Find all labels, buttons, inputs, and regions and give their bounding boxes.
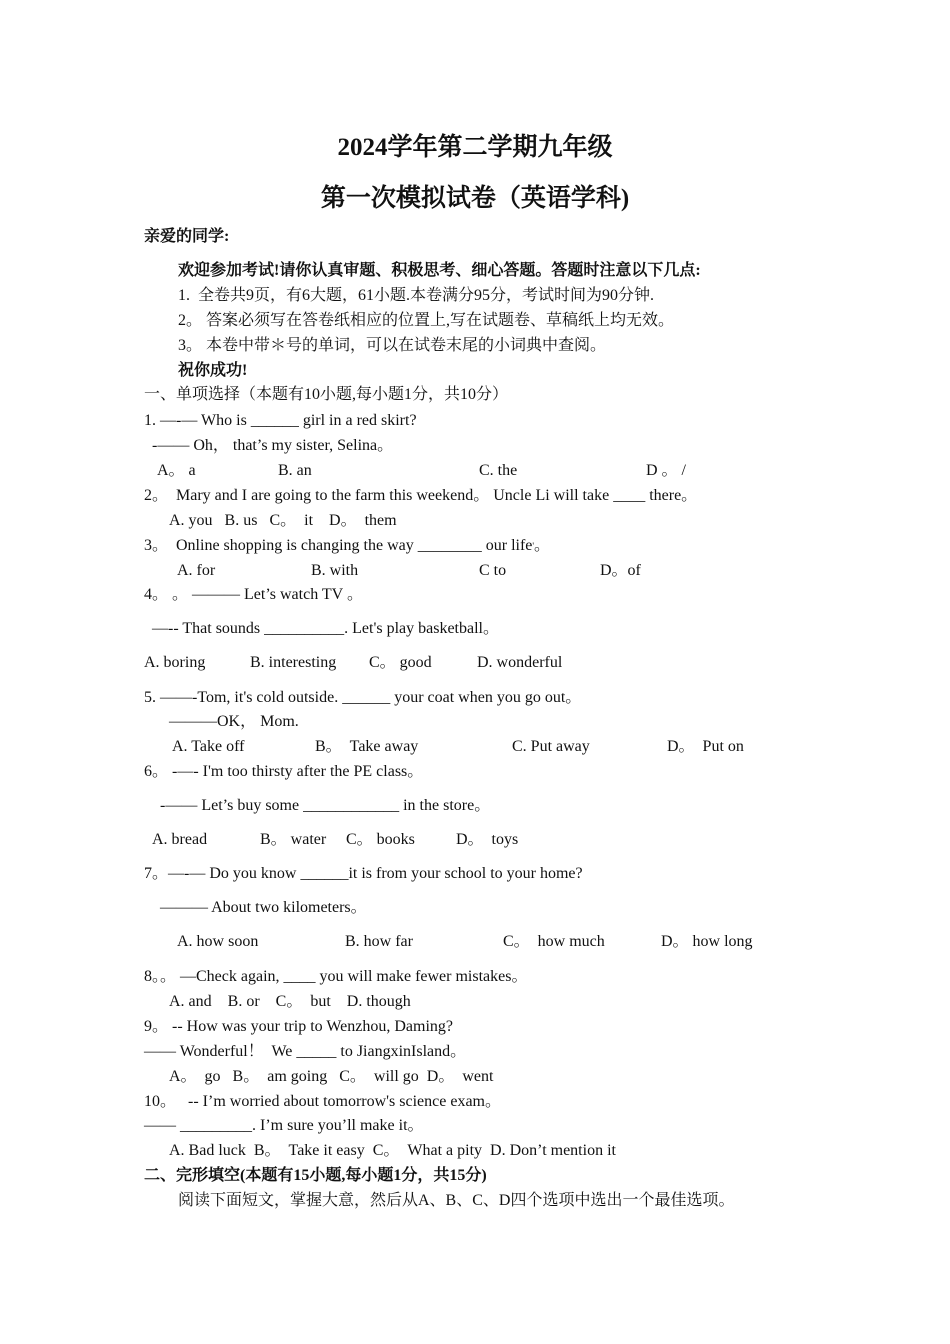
q7-option-b: B. how far	[345, 933, 413, 950]
good-luck: 祝你成功!	[178, 362, 248, 379]
exam-title-line2: 第一次模拟试卷（英语学科)	[320, 185, 630, 212]
q4-stem: 4。 。 ——— Let’s watch TV 。	[144, 586, 363, 603]
q10-reply: —— _________. I’m sure you’ll make it。	[144, 1117, 424, 1134]
q1-option-b: B. an	[278, 462, 312, 479]
q1-option-a: A。 a	[157, 462, 196, 479]
q6-option-b: B。 water	[260, 831, 327, 848]
q4-option-c: C。 good	[369, 654, 432, 671]
q9-stem: 9。 -- How was your trip to Wenzhou, Daming?	[144, 1018, 454, 1035]
note-1: 1. 全卷共9页，有6大题，61小题.本卷满分95分，考试时间为90分钟.	[178, 287, 655, 304]
q3-stem-mark: '	[532, 541, 535, 551]
q5-option-c: C. Put away	[512, 738, 590, 755]
q3-stem-text: 3。 Online shopping is changing the way ________ our life	[144, 537, 533, 554]
q6-option-c: C。 books	[346, 831, 415, 848]
q1-reply: -—— Oh， that’s my sister, Selina。	[152, 437, 394, 454]
q1-option-c: C. the	[479, 462, 518, 479]
q9-options: A。 go B。 am going C。 will go D。 went	[169, 1068, 494, 1085]
section1-heading: 一、单项选择（本题有10小题,每小题1分，共10分）	[144, 386, 509, 403]
q2-stem: 2。 Mary and I are going to the farm this weekend。 Uncle Li will take ____ there。	[144, 487, 698, 504]
q3-option-b: B. with	[311, 562, 359, 579]
exam-title-line1: 2024学年第二学期九年级	[337, 134, 613, 161]
q4-option-b: B. interesting	[250, 654, 337, 671]
q9-reply: —— Wonderful！ We _____ to JiangxinIsland。	[144, 1043, 467, 1060]
q6-option-d: D。 toys	[456, 831, 519, 848]
greeting: 亲爱的同学:	[144, 228, 230, 245]
q8-options: A. and B. or C。 but D. though	[169, 993, 411, 1010]
q3-option-c: C to	[479, 562, 507, 579]
q7-option-c: C。 how much	[503, 933, 605, 950]
q5-option-a: A. Take off	[172, 738, 245, 755]
q5-option-b: B。 Take away	[315, 738, 419, 755]
q7-reply: ——— About two kilometers。	[160, 899, 367, 916]
q1-option-d: D 。 /	[646, 462, 687, 479]
note-3: 3。 本卷中带＊号的单词，可以在试卷末尾的小词典中查阅。	[178, 337, 607, 354]
q3-stem	[144, 536, 550, 556]
q8-stem: 8。。 —Check again, ____ you will make fewer mistakes。	[144, 968, 528, 985]
section2-instruction: 阅读下面短文，掌握大意，然后从A、B、C、D四个选项中选出一个最佳选项。	[178, 1192, 735, 1209]
q3-option-a: A. for	[177, 562, 216, 579]
welcome-text: 欢迎参加考试!请你认真审题、积极思考、细心答题。答题时注意以下几点:	[178, 262, 701, 279]
q4-option-a: A. boring	[144, 654, 206, 671]
q5-option-d: D。 Put on	[667, 738, 744, 755]
q2-options: A. you B. us C。 it D。 them	[169, 512, 397, 529]
q10-options: A. Bad luck B。 Take it easy C。 What a pity D. Don’t mention it	[169, 1142, 616, 1159]
section2-heading: 二、完形填空(本题有15小题,每小题1分，共15分)	[144, 1167, 487, 1184]
q6-stem: 6。 -—- I'm too thirsty after the PE class。	[144, 763, 424, 780]
q7-option-d: D。 how long	[661, 933, 753, 950]
q5-reply: ———OK， Mom.	[169, 713, 299, 730]
q4-reply: —-- That sounds __________. Let's play basketball。	[152, 620, 499, 637]
q5-stem: 5. ——-Tom, it's cold outside. ______ your coat when you go out。	[144, 689, 582, 706]
q3-option-d: D。of	[600, 562, 641, 579]
q1-stem: 1. —-— Who is ______ girl in a red skirt?	[144, 412, 417, 429]
q10-stem: 10。 -- I’m worried about tomorrow's science exam。	[144, 1093, 502, 1110]
q7-stem: 7。—-— Do you know ______it is from your school to your home?	[144, 865, 583, 882]
q3-stem-tail: 。	[534, 537, 551, 554]
q4-option-d: D. wonderful	[477, 654, 563, 671]
q6-option-a: A. bread	[152, 831, 208, 848]
q6-reply: -—— Let’s buy some ____________ in the store。	[160, 797, 491, 814]
note-2: 2。 答案必须写在答卷纸相应的位置上,写在试题卷、草稿纸上均无效。	[178, 312, 675, 329]
q7-option-a: A. how soon	[177, 933, 259, 950]
